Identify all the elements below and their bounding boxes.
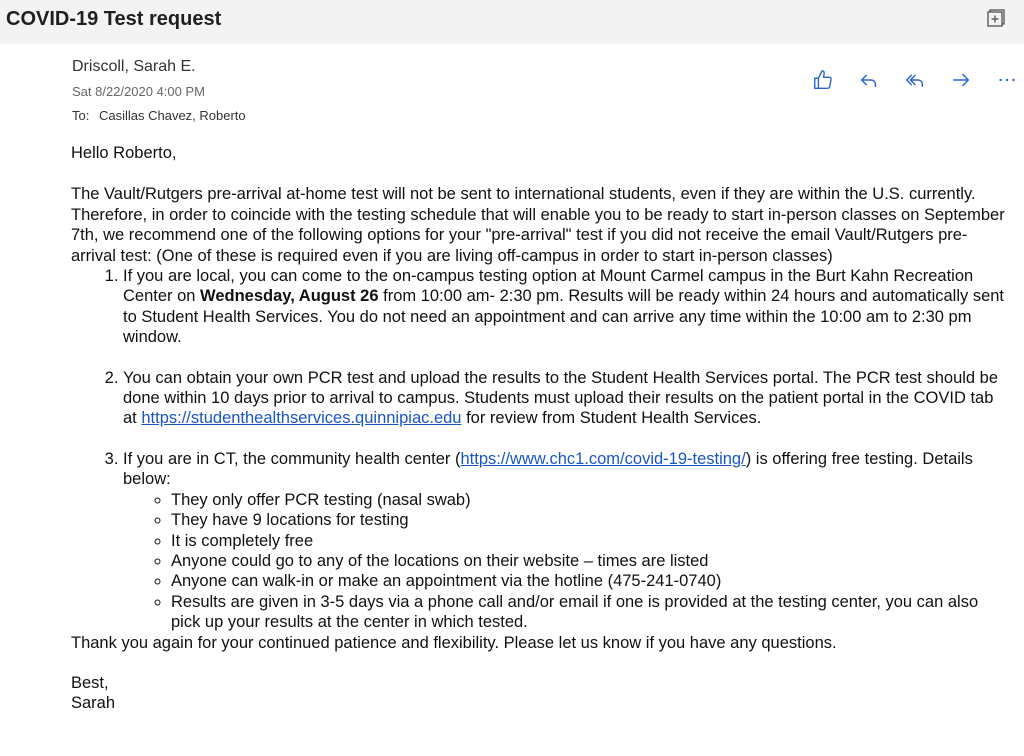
detail-item: ◦ Anyone could go to any of the locations on their website – times are listed: [171, 551, 1006, 571]
chc-details-list: [123, 490, 1006, 633]
message-actions: [800, 68, 1024, 96]
signature: Sarah: [71, 694, 116, 713]
to-label: To:: [72, 108, 90, 123]
forward-button[interactable]: [938, 68, 984, 96]
detail-item: ◦ Anyone can walk-in or make an appointment via the hotline (475-241-0740): [171, 571, 1006, 591]
detail-item: ◦ It is completely free: [171, 531, 1006, 551]
open-in-new-window-icon[interactable]: [986, 8, 1006, 28]
closing: Best,: [71, 673, 109, 692]
option1-text: If you are local, you can come to the on-campus testing option at Mount Carmel campus in the Burt Kahn Recreation Center on: [123, 267, 974, 306]
more-icon: [996, 69, 1018, 96]
detail-item: ◦ They only offer PCR testing (nasal swab): [171, 490, 1006, 510]
reply-button[interactable]: [846, 68, 892, 96]
more-actions-button[interactable]: [984, 68, 1024, 96]
sender-name[interactable]: Driscoll, Sarah E.: [72, 58, 196, 75]
student-health-portal-link[interactable]: https://studenthealthservices.quinnipiac.edu: [141, 409, 462, 428]
reply-icon: [858, 69, 880, 96]
reply-all-icon: [904, 69, 926, 96]
recipient-name[interactable]: Casillas Chavez, Roberto: [98, 108, 246, 123]
sent-date: Sat 8/22/2020 4:00 PM: [72, 84, 205, 99]
thanks-paragraph: Thank you again for your continued patience and flexibility. Please let us know if you have any questions.: [71, 633, 837, 652]
option2-text: You can obtain your own PCR test and upload the results to the Student Health Services portal. The PCR test should be done within 10 days prior to arrival to campus. Students must upload their results on the patient portal in the COVID tab at: [123, 368, 999, 428]
list-item: [123, 368, 1006, 429]
like-button[interactable]: [800, 68, 846, 96]
forward-icon: [950, 69, 972, 96]
like-icon: [812, 69, 834, 96]
testing-options-list: [71, 266, 1006, 633]
subject-bar: [0, 0, 1024, 44]
reply-all-button[interactable]: [892, 68, 938, 96]
intro-paragraph: The Vault/Rutgers pre-arrival at-home test will not be sent to international students, even if they are within the U.S. currently. Therefore, in order to coincide with the testing schedule that will enable you to be ready to start in-person classes on September 7th, we recommend one of the following options for your "pre-arrival" test if you did not receive the email Vault/Rutgers pre-arrival test: (One of these is required even if you are living off-campus in order to start in-person classes): [71, 185, 1005, 265]
list-item: [123, 449, 1006, 633]
email-subject: COVID-19 Test request: [6, 8, 222, 30]
detail-item: ◦ Results are given in 3-5 days via a phone call and/or email if one is provided at the testing center, you can also pick up your results at the center in which tested.: [171, 592, 1006, 633]
detail-item: ◦ They have 9 locations for testing: [171, 510, 1006, 530]
option3-text-end: ) is offering free testing. Details below:: [123, 449, 973, 489]
email-body: [71, 143, 1006, 714]
option1-date: Wednesday, August 26: [200, 287, 379, 306]
recipient-line: [72, 108, 246, 123]
option3-text: If you are in CT, the community health center (: [123, 449, 461, 468]
option2-text-end: for review from Student Health Services.: [461, 409, 762, 428]
option1-text-end: from 10:00 am- 2:30 pm. Results will be ready within 24 hours and automatically sent to Student Health Services. You do not need an appointment and can arrive any time within the 10:00 am to 2:30 pm window.: [123, 287, 1005, 347]
chc-testing-link[interactable]: https://www.chc1.com/covid-19-testing/: [460, 449, 746, 468]
greeting: Hello Roberto,: [71, 144, 177, 162]
list-item: [123, 266, 1006, 348]
